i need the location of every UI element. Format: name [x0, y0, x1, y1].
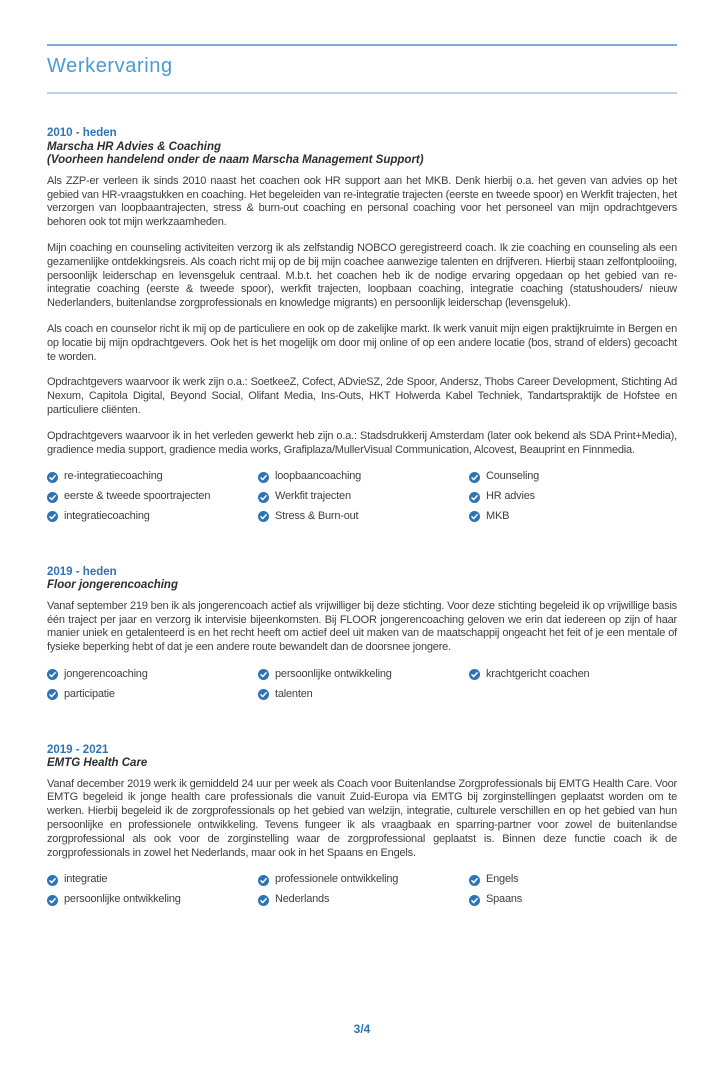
skill-label: Counseling [486, 470, 540, 483]
experience-section-emtg [47, 744, 677, 907]
check-circle-icon [47, 875, 58, 886]
check-circle-icon [258, 895, 269, 906]
title-divider [47, 92, 677, 94]
section-period: 2019 - 2021 [47, 743, 109, 756]
paragraph: Als coach en counselor richt ik mij op de particuliere en ook op de zakelijke markt. Ik werk vanuit mijn eigen praktijkruimte in Bergen en op locatie bij mijn opdrachtgevers. Ook het is het mogelijk om door mij online of op een andere locatie (bos, strand of elders) gecoacht te worden. [47, 323, 677, 363]
skill-label: MKB [486, 510, 510, 523]
check-circle-icon [47, 689, 58, 700]
cv-page [0, 44, 724, 1068]
check-circle-icon [47, 895, 58, 906]
section-company: Marscha HR Advies & Coaching [47, 140, 222, 153]
check-circle-icon [47, 511, 58, 522]
skill-item [469, 873, 677, 887]
skill-label: persoonlijke ontwikkeling [64, 893, 181, 906]
skill-item [469, 893, 677, 907]
skill-item [47, 688, 258, 702]
skill-label: krachtgericht coachen [486, 668, 590, 681]
skill-item [258, 688, 469, 702]
check-circle-icon [258, 492, 269, 503]
experience-section-marscha [47, 127, 677, 523]
paragraph: Opdrachtgevers waarvoor ik werk zijn o.a.: SoetkeeZ, Cofect, ADvieSZ, 2de Spoor, Andersz, Thobs Career Development, Stichting Ad Nexum, Capitola Digital, Beyond Social, Olifant Media, Ins-Outs, HKT Holwerda Kabel Techniek, Tandartspraktijk de Hofstee en particuliere cliënten. [47, 376, 677, 417]
section-subtitle: (Voorheen handelend onder de naam Marscha Management Support) [47, 154, 424, 167]
check-circle-icon [469, 875, 480, 886]
paragraph: Als ZZP-er verleen ik sinds 2010 naast het coachen ook HR support aan het MKB. Denk hierbij o.a. het geven van advies op het gebied van HR-vraagstukken en coaching. Het begeleiden van re-integratie trajecten (eerste en tweede spoor) en Werkfit trajecten, het verzorgen van loopbaantrajecten, stress & burn-out coaching en personal coaching voor het personeel van mijn opdrachtgevers behoren ook tot mijn werkzaamheden. [47, 174, 677, 229]
check-circle-icon [258, 669, 269, 680]
paragraph: Vanaf september 219 ben ik als jongerencoach actief als vrijwilliger bij deze stichting. Voor deze stichting begeleid ik op vrijwillige basis één traject per jaar en verzorg ik intervisie bijeenkomsten. Bij FLOOR jongerencoaching geloven we erin dat iedereen op zijn of haar manier uniek en getalenteerd is en het recht heeft om actief deel uit maken van de maatschappij ongeacht het feit of je een mentale of fysieke beperking hebt of dat je een andere route bewandelt dan de doorsnee jongere. [47, 599, 677, 654]
section-paragraphs [47, 600, 677, 655]
skill-label: talenten [275, 687, 313, 700]
skill-item [47, 873, 258, 887]
check-circle-icon [258, 875, 269, 886]
check-circle-icon [47, 669, 58, 680]
skill-label: eerste & tweede spoortrajecten [64, 490, 211, 503]
skill-label: participatie [64, 687, 115, 700]
skill-item [47, 668, 258, 682]
check-circle-icon [258, 472, 269, 483]
section-paragraphs [47, 175, 677, 458]
skill-item [47, 893, 258, 907]
check-circle-icon [47, 472, 58, 483]
skill-item [469, 668, 677, 682]
check-circle-icon [469, 511, 480, 522]
skill-item [258, 490, 469, 504]
skill-item [258, 668, 469, 682]
skill-label: integratiecoaching [64, 510, 150, 523]
top-divider [47, 44, 677, 46]
section-company: EMTG Health Care [47, 757, 148, 770]
experience-section-floor [47, 566, 677, 702]
check-circle-icon [469, 895, 480, 906]
paragraph: Opdrachtgevers waarvoor ik in het verleden gewerkt heb zijn o.a.: Stadsdrukkerij Amsterdam (later ook bekend als SDA Print+Media), gradience media support, gradience media works, Grafiplaza/MullerVisual Communication, Alcovest, Beauprint en Finnmedia. [47, 429, 677, 456]
skill-label: Werkfit trajecten [275, 490, 351, 503]
skill-item [469, 510, 677, 524]
skill-label: professionele ontwikkeling [275, 873, 399, 886]
skill-label: jongerencoaching [64, 668, 148, 681]
skill-label: Spaans [486, 893, 523, 906]
skill-item [258, 873, 469, 887]
skill-item [47, 490, 258, 504]
skill-item [258, 470, 469, 484]
skill-label: loopbaancoaching [275, 470, 362, 483]
skill-item [258, 510, 469, 524]
skill-label: integratie [64, 873, 108, 886]
paragraph: Mijn coaching en counseling activiteiten verzorg ik als zelfstandig NOBCO geregistreerd coach. Ik zie coaching en counseling als een gezamenlijke ontdekkingsreis. Als coach richt mij op de bij mijn coachee aanwezige talenten en drijfveren. Hierbij staan zelfontplooiing, persoonlijk leiderschap en levensgeluk centraal. M.b.t. het coachen heb ik de nodige ervaring opgedaan op het gebied van re-integratie coaching (eerste & tweede spoor), werkfit trajecten, loopbaan coaching, integratie coaching (statushouders/ nieuw Nederlanders, buitenlandse zorgprofessionals en knowledge migrants) en persoonlijk leiderschap (levensgeluk). [47, 242, 677, 310]
skill-list [47, 470, 677, 523]
check-circle-icon [258, 511, 269, 522]
check-circle-icon [469, 492, 480, 503]
skill-label: HR advies [486, 490, 535, 503]
section-period: 2019 - heden [47, 565, 117, 578]
skill-list [47, 873, 677, 907]
paragraph: Vanaf december 2019 werk ik gemiddeld 24 uur per week als Coach voor Buitenlandse Zorgprofessionals bij EMTG Health Care. Voor EMTG begeleid ik jonge health care professionals die vanuit Zuid-Europa via EMTG bij zorginstellingen geplaatst worden om te werken. Hierbij begeleid ik de zorgprofessionals op het gebied van welzijn, integratie, culturele verschillen en op het gebied van hun persoonlijke en professionele ontwikkeling. Tevens fungeer ik als vraagbaak en sparring-partner voor zowel de buitenlandse zorgprofessional als ook voor de zorginstelling waar de zorgprofessional geplaatst is. Binnen deze functie coach ik de zorgprofessionals in zowel het Nederlands, maar ook in het Spaans en Engels. [47, 777, 677, 859]
page-number: 3/4 [353, 1022, 371, 1036]
skill-list [47, 668, 677, 702]
check-circle-icon [469, 472, 480, 483]
check-circle-icon [469, 669, 480, 680]
skill-label: re-integratiecoaching [64, 470, 163, 483]
skill-item [47, 510, 258, 524]
page-title: Werkervaring [47, 55, 173, 77]
skill-label: persoonlijke ontwikkeling [275, 668, 392, 681]
skill-item [469, 490, 677, 504]
section-period: 2010 - heden [47, 127, 117, 140]
skill-label: Engels [486, 873, 519, 886]
check-circle-icon [47, 492, 58, 503]
skill-item [469, 470, 677, 484]
skill-item [47, 470, 258, 484]
skill-label: Nederlands [275, 893, 330, 906]
check-circle-icon [258, 689, 269, 700]
skill-label: Stress & Burn-out [275, 510, 359, 523]
section-paragraphs [47, 778, 677, 861]
section-company: Floor jongerencoaching [47, 579, 178, 592]
skill-item [258, 893, 469, 907]
